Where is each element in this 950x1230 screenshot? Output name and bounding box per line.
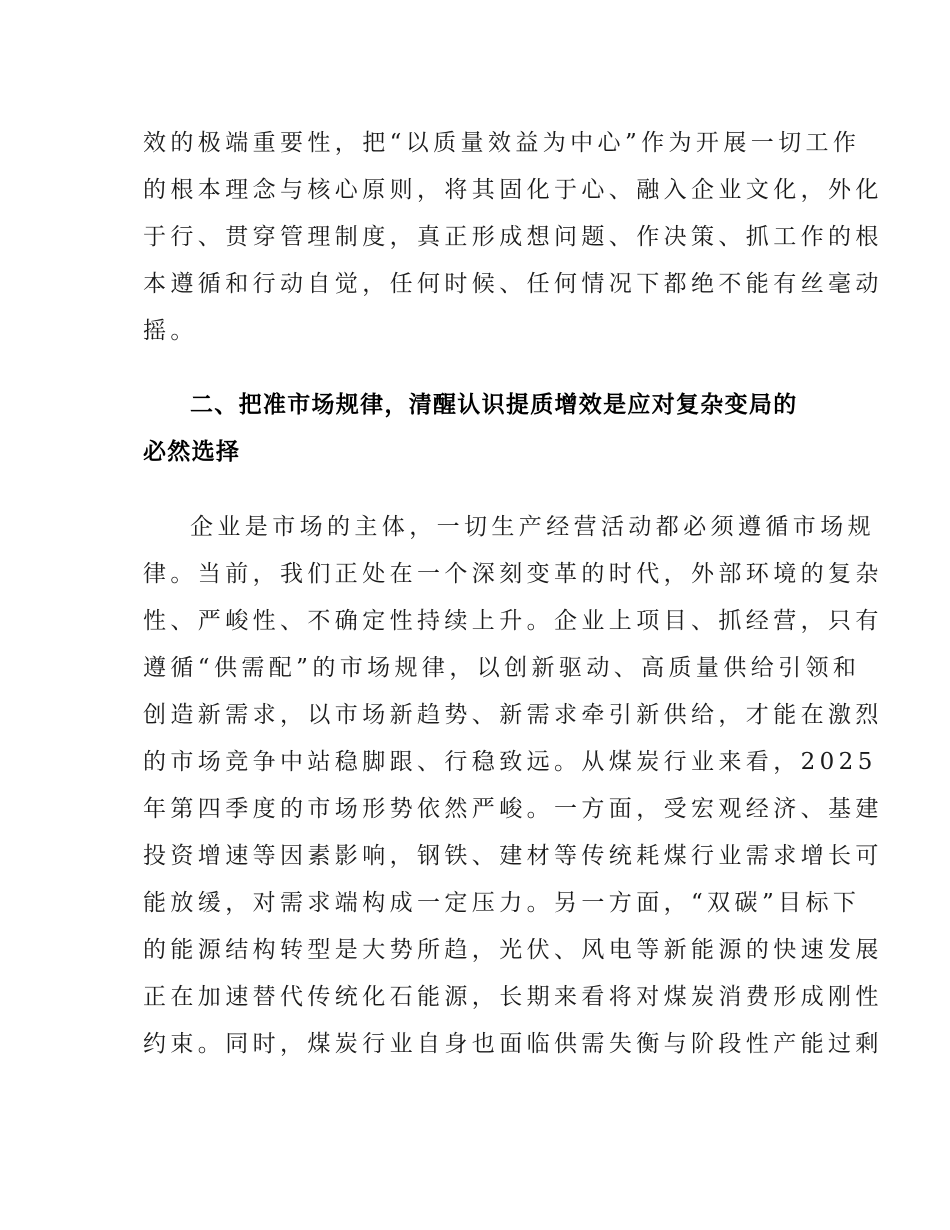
text-line: 遵循“供需配”的市场规律，以创新驱动、高质量供给引领和 bbox=[143, 655, 861, 681]
text-line: 摇。 bbox=[143, 318, 198, 344]
text-line: 的市场竞争中站稳脚跟、行稳致远。从煤炭行业来看，2025 bbox=[143, 749, 877, 775]
text-line: 能放缓，对需求端构成一定压力。另一方面，“双碳”目标下 bbox=[143, 890, 861, 916]
heading-line: 二、把准市场规律，清醒认识提质增效是应对复杂变局的 bbox=[190, 392, 798, 418]
text-line: 企业是市场的主体，一切生产经营活动都必须遵循市场规 bbox=[190, 514, 875, 540]
text-line: 的能源结构转型是大势所趋，光伏、风电等新能源的快速发展 bbox=[143, 937, 883, 963]
text-line: 律。当前，我们正处在一个深刻变革的时代，外部环境的复杂 bbox=[143, 561, 883, 587]
text-line: 效的极端重要性，把“以质量效益为中心”作为开展一切工作 bbox=[143, 130, 861, 156]
text-line: 约束。同时，煤炭行业自身也面临供需失衡与阶段性产能过剩 bbox=[143, 1031, 883, 1057]
text-line: 正在加速替代传统化石能源，长期来看将对煤炭消费形成刚性 bbox=[143, 984, 883, 1010]
text-line: 性、严峻性、不确定性持续上升。企业上项目、抓经营，只有 bbox=[143, 608, 883, 634]
text-line: 本遵循和行动自觉，任何时候、任何情况下都绝不能有丝毫动 bbox=[143, 271, 883, 297]
text-line: 年第四季度的市场形势依然严峻。一方面，受宏观经济、基建 bbox=[143, 796, 883, 822]
text-line: 的根本理念与核心原则，将其固化于心、融入企业文化，外化 bbox=[143, 177, 883, 203]
text-line: 于行、贯穿管理制度，真正形成想问题、作决策、抓工作的根 bbox=[143, 224, 883, 250]
text-line: 创造新需求，以市场新趋势、新需求牵引新供给，才能在激烈 bbox=[143, 702, 883, 728]
heading-line: 必然选择 bbox=[143, 439, 241, 465]
text-line: 投资增速等因素影响，钢铁、建材等传统耗煤行业需求增长可 bbox=[143, 843, 883, 869]
